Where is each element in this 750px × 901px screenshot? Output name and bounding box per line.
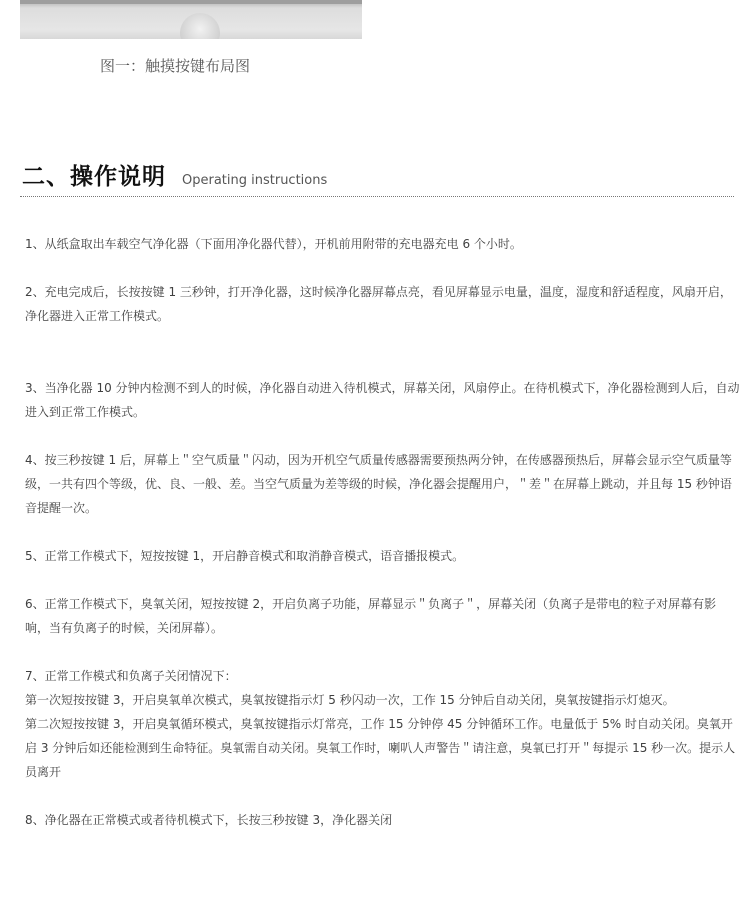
instruction-6: 6、正常工作模式下，臭氧关闭，短按按键 2，开启负离子功能，屏幕显示＂负离子＂，屏幕关闭（负离子是带电的粒子对屏幕有影响，当有负离子的时候，关闭屏幕）。 <box>25 597 717 635</box>
instruction-2: 2、充电完成后，长按按键 1 三秒钟，打开净化器，这时候净化器屏幕点亮，看见屏幕显示电量，温度，湿度和舒适程度，风扇开启，净化器进入正常工作模式。 <box>25 285 732 323</box>
device-edge <box>20 0 362 4</box>
figure-caption: 图一：触摸按键布局图 <box>100 57 251 75</box>
instruction-3: 3、当净化器 10 分钟内检测不到人的时候，净化器自动进入待机模式，屏幕关闭，风扇停止。在待机模式下，净化器检测到人后，自动进入到正常工作模式。 <box>25 381 740 419</box>
instruction-7-heading: 7、正常工作模式和负离子关闭情况下： <box>25 669 237 683</box>
instruction-8: 8、净化器在正常模式或者待机模式下，长按三秒按键 3，净化器关闭 <box>25 813 393 827</box>
instruction-7-second-press: 第二次短按按键 3，开启臭氧循环模式，臭氧按键指示灯常亮，工作 15 分钟停 45 分钟循环工作。电量低于 5% 时自动关闭。臭氧开启 3 分钟后如还能检测到生命特征。臭氧需自动关闭。臭氧工作时，喇叭人声警告＂请注意，臭氧已打开＂每提示 15 秒一次。提示人员离开 <box>25 717 736 779</box>
section-heading <box>22 158 327 191</box>
touch-key-shape <box>180 13 220 39</box>
instruction-7-first-press: 第一次短按按键 3，开启臭氧单次模式，臭氧按键指示灯 5 秒闪动一次，工作 15 分钟后自动关闭，臭氧按键指示灯熄灭。 <box>25 693 675 707</box>
section-title-en: Operating instructions <box>182 173 328 188</box>
touch-key-layout-image <box>20 0 362 39</box>
instruction-4: 4、按三秒按键 1 后，屏幕上＂空气质量＂闪动，因为开机空气质量传感器需要预热两分钟，在传感器预热后，屏幕会显示空气质量等级，一共有四个等级，优、良、一般、差。当空气质量为差等级的时候，净化器会提醒用户，＂差＂在屏幕上跳动，并且每 15 秒钟语音提醒一次。 <box>25 453 732 515</box>
dotted-divider <box>20 196 734 197</box>
instruction-5: 5、正常工作模式下，短按按键 1，开启静音模式和取消静音模式，语音播报模式。 <box>25 549 465 563</box>
instruction-1: 1、从纸盒取出车载空气净化器（下面用净化器代替），开机前用附带的充电器充电 6 个小时。 <box>25 237 522 251</box>
section-title-cn: 二、操作说明 <box>22 164 166 190</box>
